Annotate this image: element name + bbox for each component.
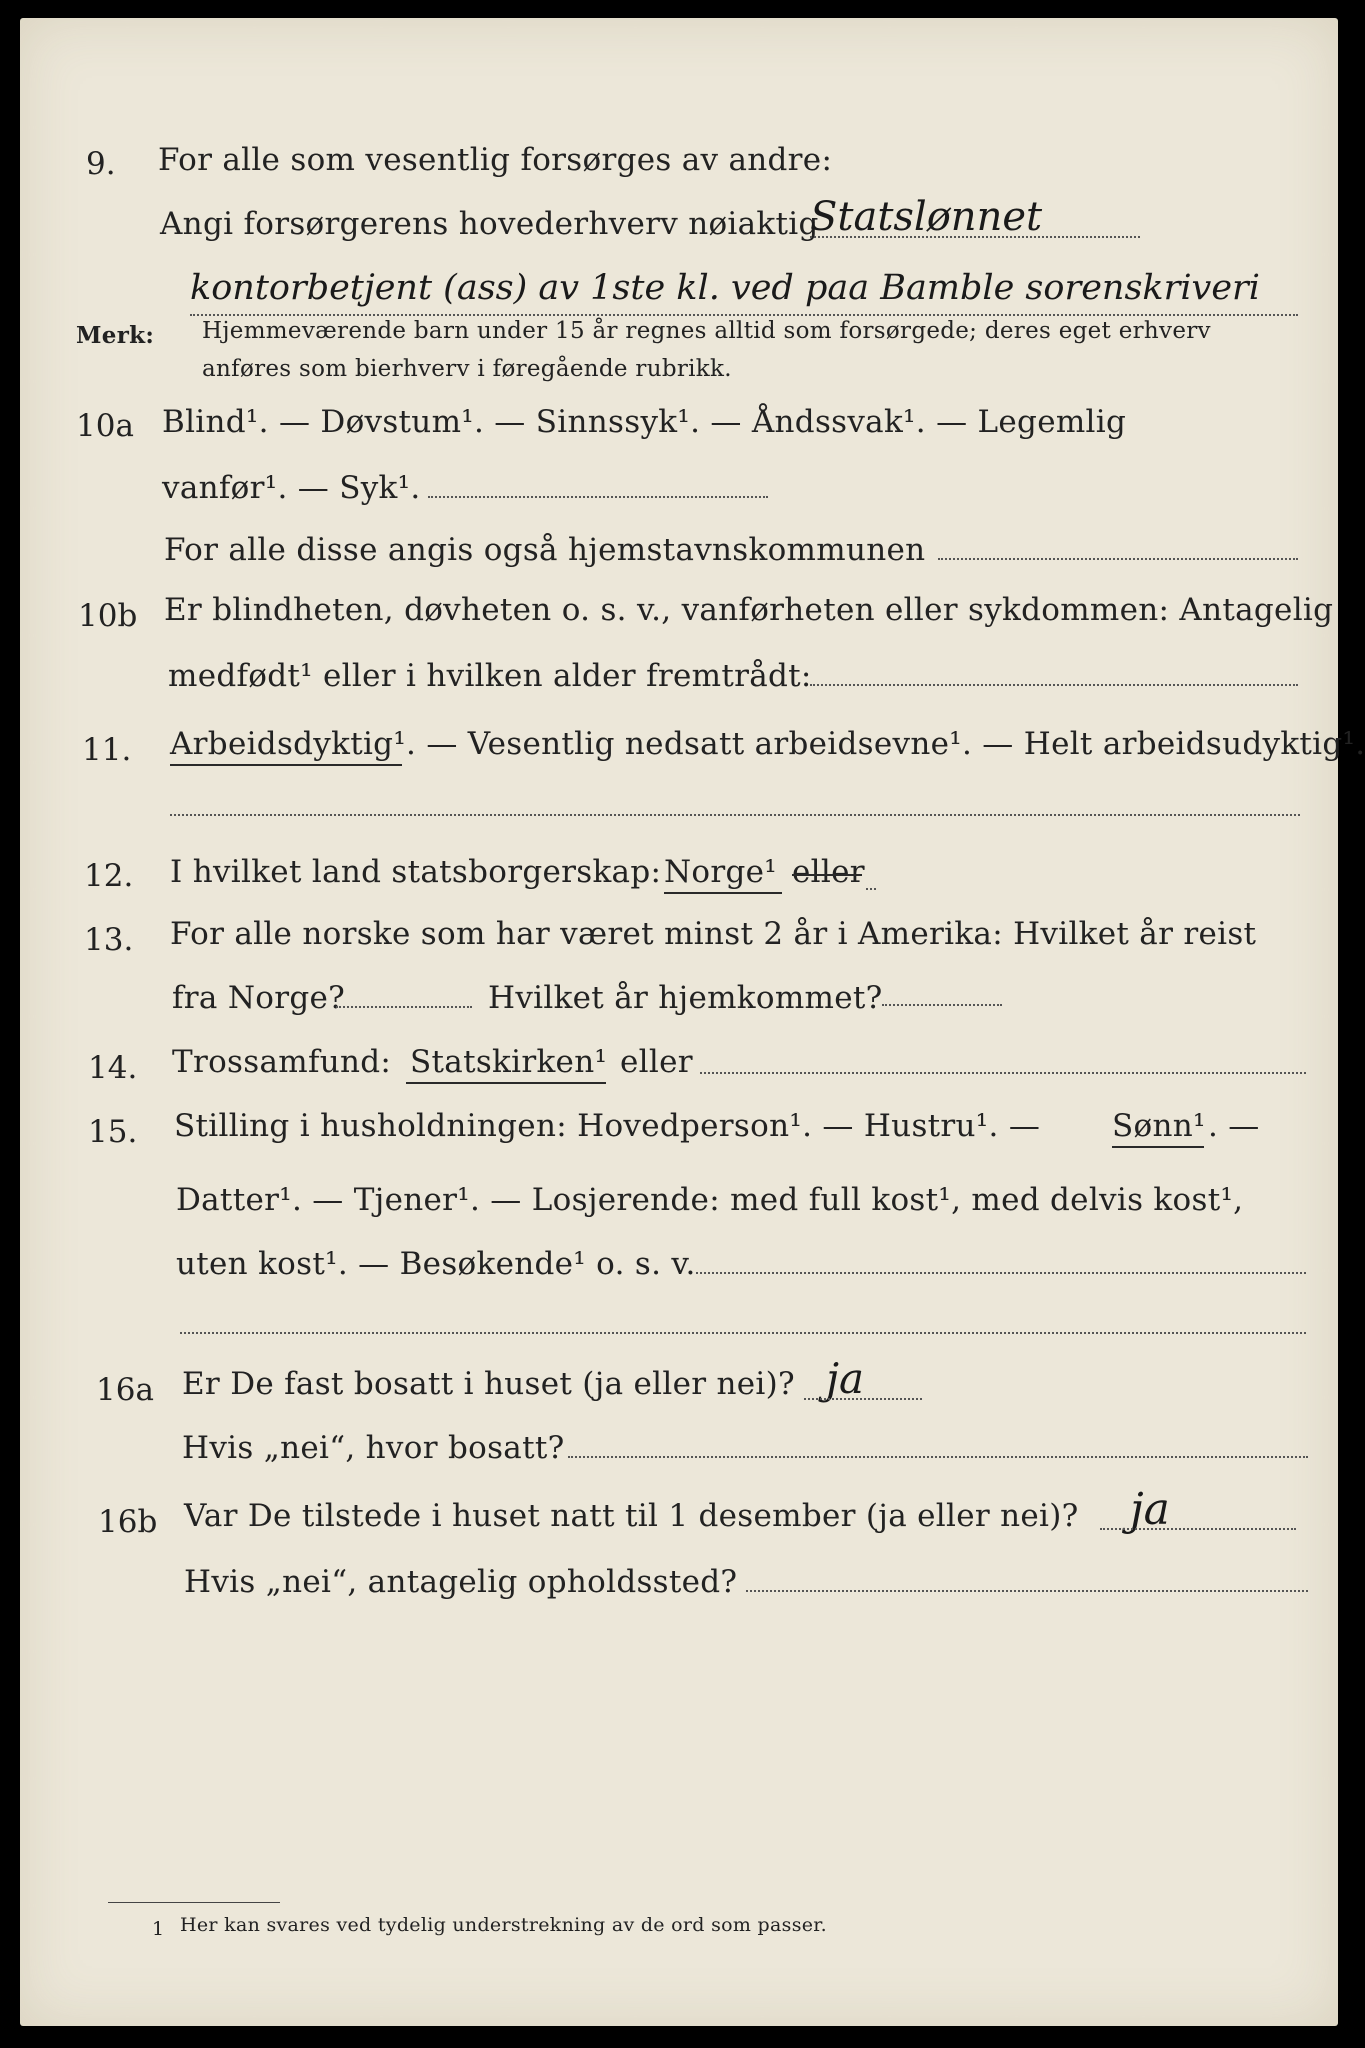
q15-dotted-line2 xyxy=(180,1332,1306,1334)
merk-note-line2: anføres som bierhverv i føregående rubrikk. xyxy=(202,356,732,382)
q16b-number: 16b xyxy=(98,1504,158,1540)
q15-sonn: Sønn¹ xyxy=(1112,1108,1206,1144)
q12-underline-norge xyxy=(664,892,782,894)
q16b-handwritten-answer: ja xyxy=(1130,1484,1170,1535)
q16b-line2: Hvis „nei“, antagelig opholdssted? xyxy=(184,1564,738,1600)
q12-norge: Norge¹ xyxy=(664,854,778,890)
merk-label: Merk: xyxy=(76,322,155,349)
footnote-rule xyxy=(108,1902,280,1903)
q9-dotted-line2 xyxy=(190,314,1298,316)
q14-eller: eller xyxy=(620,1044,693,1080)
q16b-dotted-line2 xyxy=(746,1590,1308,1592)
q9-line1: For alle som vesentlig forsørges av andre: xyxy=(158,142,833,178)
q9-handwritten-answer2: kontorbetjent (ass) av 1ste kl. ved paa Bamble sorenskriveri xyxy=(190,268,1260,308)
q10a-dotted-line2 xyxy=(938,558,1298,560)
q10a-dotted-line1 xyxy=(428,496,768,498)
q10b-dotted-line xyxy=(810,684,1298,686)
q12-text: I hvilket land statsborgerskap: xyxy=(170,854,662,890)
q16a-handwritten-answer: ja xyxy=(826,1354,865,1403)
q15-line1-a: Stilling i husholdningen: Hovedperson¹. — Hustru¹. — xyxy=(174,1108,1041,1144)
q9-number: 9. xyxy=(86,146,116,182)
q11-line1: Arbeidsdyktig¹. — Vesentlig nedsatt arbeidsevne¹. — Helt arbeidsudyktig¹. xyxy=(170,726,1365,762)
q10b-line1: Er blindheten, døvheten o. s. v., vanførheten eller sykdommen: Antagelig xyxy=(164,592,1334,628)
q14-statskirken: Statskirken¹ xyxy=(410,1044,608,1080)
q12-eller: eller xyxy=(792,854,865,890)
q16a-dotted-line1 xyxy=(804,1398,922,1400)
q15-underline-sonn xyxy=(1112,1146,1204,1148)
q15-line1-c: . — xyxy=(1208,1108,1260,1144)
q13-dotted-line1 xyxy=(336,1006,472,1008)
q10b-line2: medfødt¹ eller i hvilken alder fremtrådt: xyxy=(168,658,812,694)
q15-line3: uten kost¹. — Besøkende¹ o. s. v. xyxy=(176,1246,696,1282)
q16a-line2: Hvis „nei“, hvor bosatt? xyxy=(182,1430,565,1466)
q14-text: Trossamfund: xyxy=(172,1044,392,1080)
q15-line2: Datter¹. — Tjener¹. — Losjerende: med full kost¹, med delvis kost¹, xyxy=(176,1182,1244,1218)
q16a-line1: Er De fast bosatt i huset (ja eller nei)? xyxy=(182,1366,795,1402)
q16a-dotted-line2 xyxy=(568,1456,1308,1458)
q15-dotted-line1 xyxy=(696,1272,1306,1274)
q11-dotted-line xyxy=(170,814,1300,816)
q16b-line1: Var De tilstede i huset natt til 1 desember (ja eller nei)? xyxy=(184,1498,1079,1534)
q16b-dotted-line1 xyxy=(1100,1528,1296,1530)
q9-line2: Angi forsørgerens hovederhverv nøiaktig xyxy=(160,206,819,242)
q9-dotted-line1 xyxy=(810,236,1140,238)
q15-number: 15. xyxy=(88,1114,138,1150)
census-form-page xyxy=(20,18,1365,2026)
q13-line1: For alle norske som har været minst 2 år i Amerika: Hvilket år reist xyxy=(170,916,1257,952)
q9-handwritten-answer1: Statslønnet xyxy=(810,194,1043,240)
footnote-text: Her kan svares ved tydelig understrekning av de ord som passer. xyxy=(180,1914,827,1936)
q14-underline-statskirken xyxy=(406,1082,606,1084)
q10a-line3: For alle disse angis også hjemstavnskommunen xyxy=(164,532,926,568)
q13-line2-b: Hvilket år hjemkommet? xyxy=(488,980,883,1016)
q12-dotted-line xyxy=(866,888,876,890)
q10b-number: 10b xyxy=(78,598,138,634)
footnote-mark: 1 xyxy=(152,1918,165,1940)
q13-dotted-line2 xyxy=(882,1004,1002,1006)
q10a-line2: vanfør¹. — Syk¹. xyxy=(162,470,421,506)
q11-underline-arbeidsdyktig xyxy=(170,764,402,766)
q13-line2-a: fra Norge? xyxy=(172,980,346,1016)
q10a-number: 10a xyxy=(76,408,134,444)
q14-dotted-line xyxy=(700,1072,1306,1074)
q11-number: 11. xyxy=(82,732,132,768)
q12-number: 12. xyxy=(84,858,134,894)
merk-note-line1: Hjemmeværende barn under 15 år regnes alltid som forsørgede; deres eget erhverv xyxy=(202,318,1211,344)
q12-strike-eller xyxy=(792,874,862,876)
q10a-line1: Blind¹. — Døvstum¹. — Sinnssyk¹. — Åndssvak¹. — Legemlig xyxy=(162,404,1127,440)
q13-number: 13. xyxy=(84,922,134,958)
q16a-number: 16a xyxy=(96,1372,154,1408)
q14-number: 14. xyxy=(88,1050,138,1086)
